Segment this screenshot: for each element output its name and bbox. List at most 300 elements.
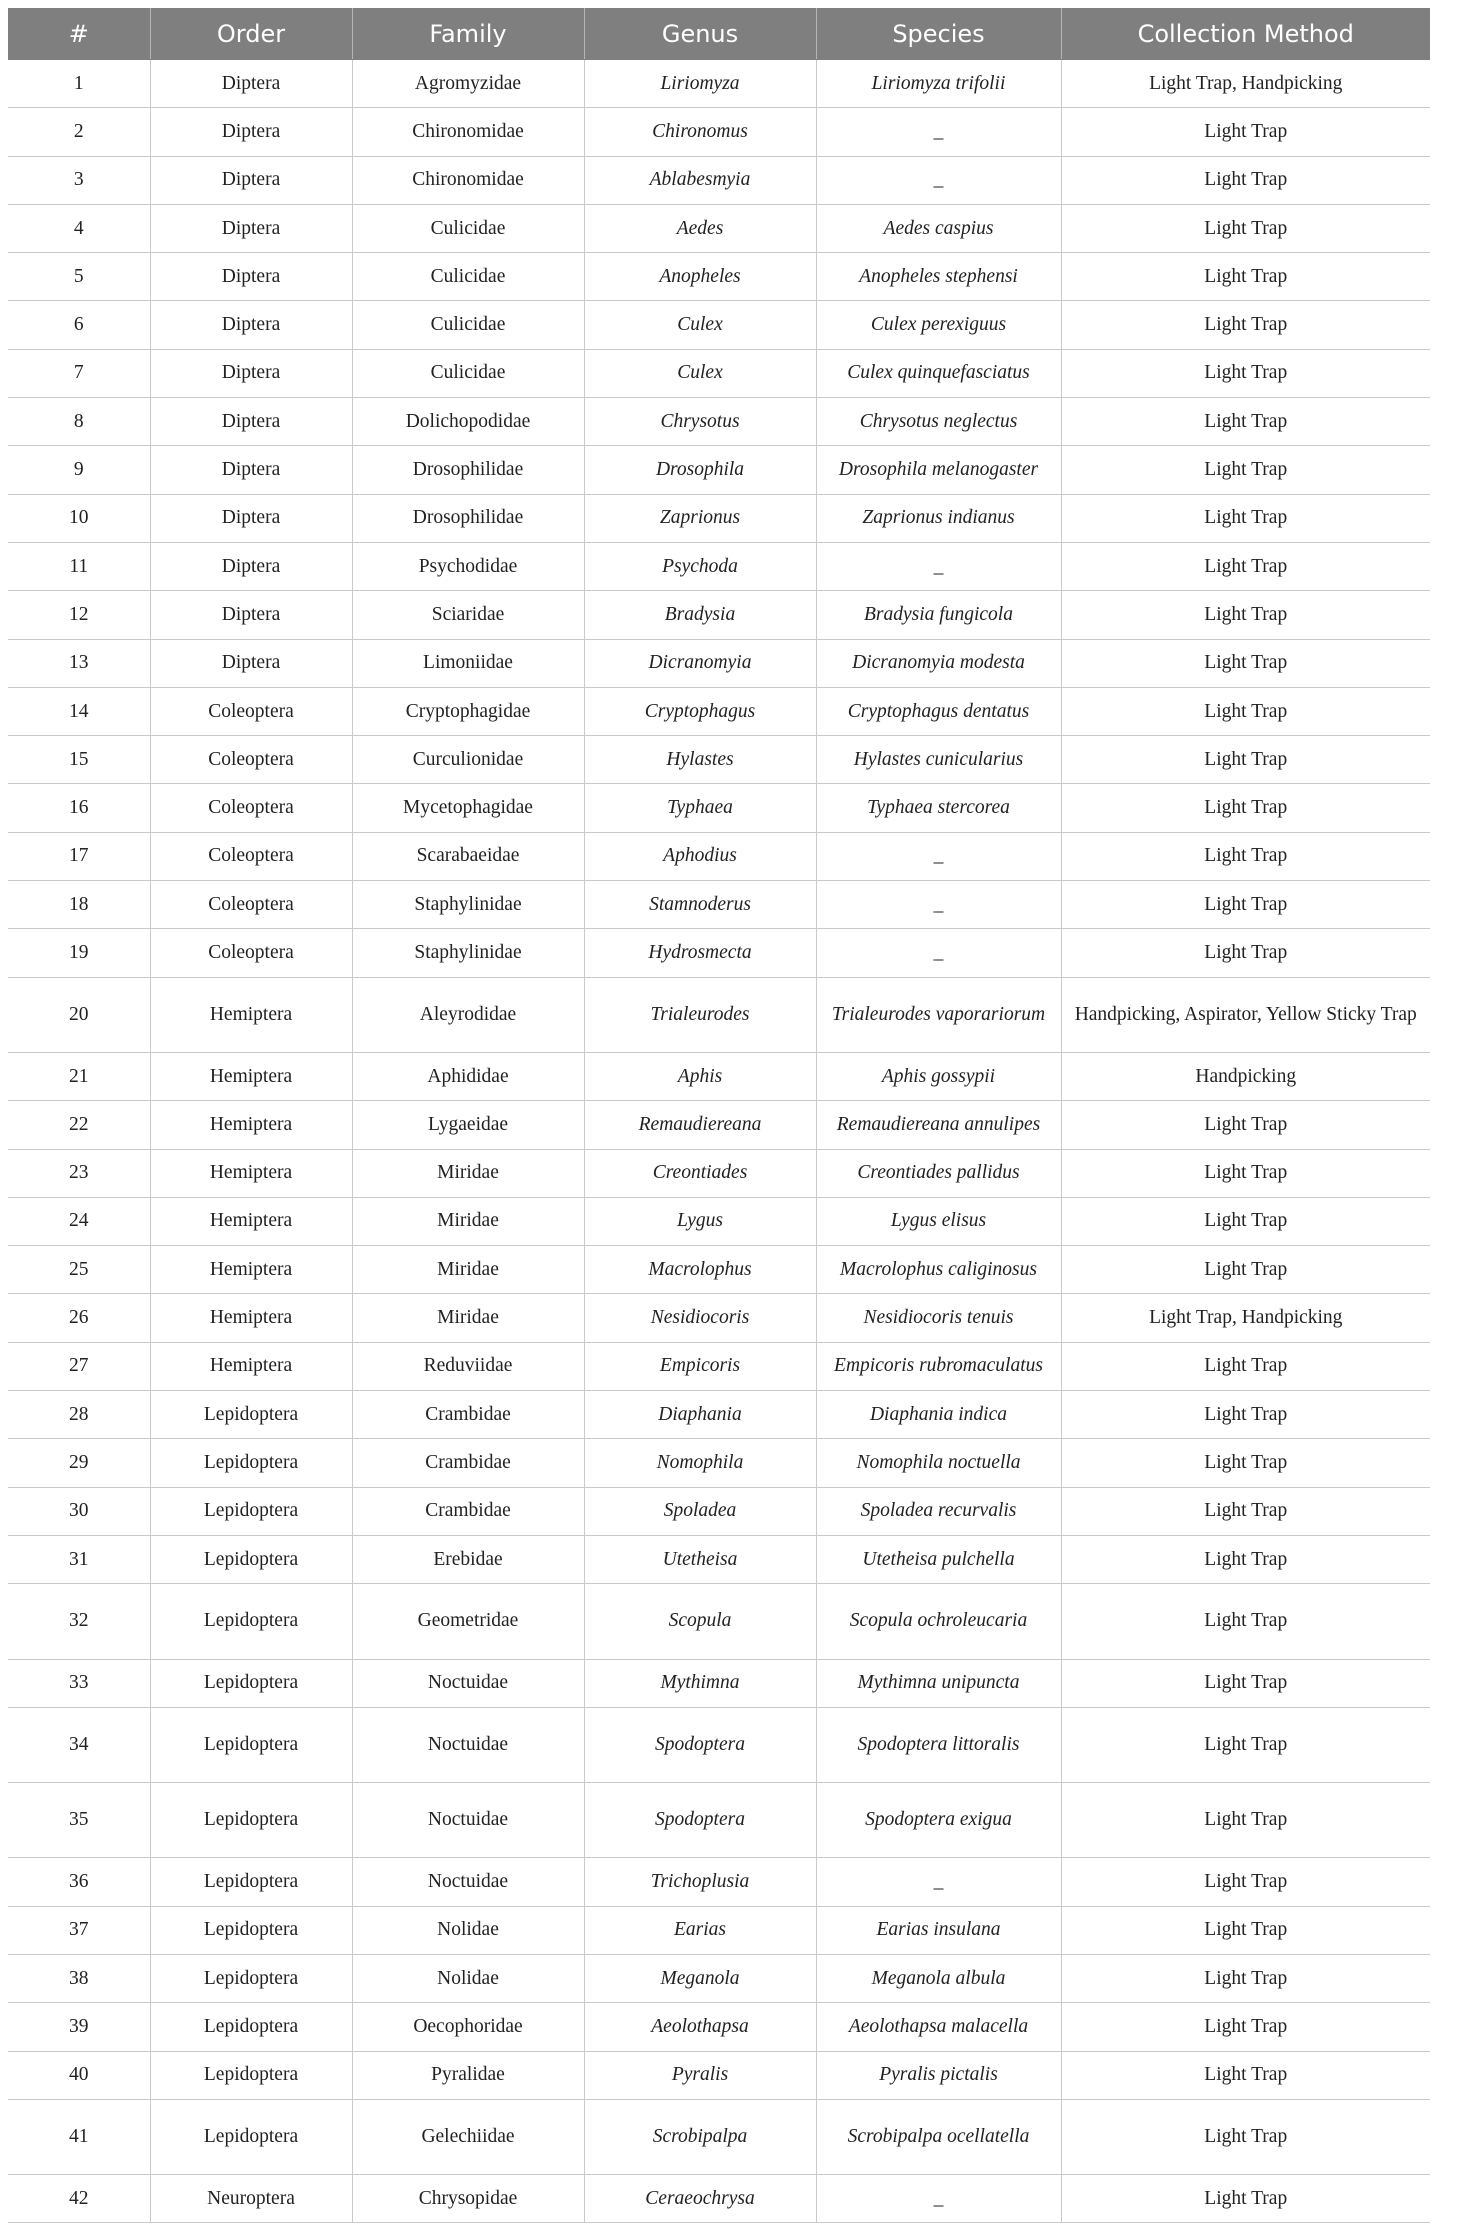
order-cell: Lepidoptera	[150, 2051, 352, 2099]
genus-cell: Hylastes	[584, 736, 816, 784]
header-collection-method: Collection Method	[1061, 8, 1430, 60]
genus-cell: Empicoris	[584, 1342, 816, 1390]
collection-method-cell: Light Trap	[1061, 2099, 1430, 2174]
collection-method-cell: Light Trap	[1061, 1659, 1430, 1707]
genus-cell: Remaudiereana	[584, 1101, 816, 1149]
order-cell: Hemiptera	[150, 1149, 352, 1197]
row-number: 36	[8, 1858, 150, 1906]
table-row	[8, 2051, 1430, 2099]
collection-method-cell: Light Trap	[1061, 446, 1430, 494]
order-cell: Coleoptera	[150, 832, 352, 880]
family-cell: Miridae	[352, 1294, 584, 1342]
collection-method-cell: Light Trap	[1061, 687, 1430, 735]
species-cell: Chrysotus neglectus	[816, 398, 1061, 446]
genus-cell: Lygus	[584, 1197, 816, 1245]
row-number: 17	[8, 832, 150, 880]
genus-cell: Nesidiocoris	[584, 1294, 816, 1342]
family-cell: Limoniidae	[352, 639, 584, 687]
order-cell: Lepidoptera	[150, 1707, 352, 1782]
order-cell: Hemiptera	[150, 1294, 352, 1342]
species-cell: Aphis gossypii	[816, 1052, 1061, 1100]
genus-cell: Liriomyza	[584, 60, 816, 108]
row-number: 21	[8, 1052, 150, 1100]
genus-cell: Trichoplusia	[584, 1858, 816, 1906]
collection-method-cell: Light Trap	[1061, 1707, 1430, 1782]
species-cell: Bradysia fungicola	[816, 591, 1061, 639]
species-cell: _	[816, 881, 1061, 929]
genus-cell: Chironomus	[584, 108, 816, 156]
genus-cell: Dicranomyia	[584, 639, 816, 687]
collection-method-cell: Light Trap	[1061, 1954, 1430, 2002]
collection-method-cell: Light Trap	[1061, 301, 1430, 349]
header-order: Order	[150, 8, 352, 60]
table-row	[8, 929, 1430, 977]
order-cell: Lepidoptera	[150, 1391, 352, 1439]
order-cell: Diptera	[150, 253, 352, 301]
order-cell: Lepidoptera	[150, 1584, 352, 1659]
genus-cell: Spodoptera	[584, 1783, 816, 1858]
collection-method-cell: Light Trap	[1061, 204, 1430, 252]
order-cell: Lepidoptera	[150, 1659, 352, 1707]
collection-method-cell: Light Trap	[1061, 1342, 1430, 1390]
family-cell: Miridae	[352, 1149, 584, 1197]
family-cell: Sciaridae	[352, 591, 584, 639]
family-cell: Chironomidae	[352, 108, 584, 156]
family-cell: Noctuidae	[352, 1858, 584, 1906]
collection-method-cell: Light Trap	[1061, 542, 1430, 590]
table-row	[8, 1906, 1430, 1954]
family-cell: Crambidae	[352, 1439, 584, 1487]
row-number: 13	[8, 639, 150, 687]
genus-cell: Spoladea	[584, 1487, 816, 1535]
family-cell: Aphididae	[352, 1052, 584, 1100]
collection-method-cell: Handpicking	[1061, 1052, 1430, 1100]
family-cell: Miridae	[352, 1246, 584, 1294]
table-row	[8, 591, 1430, 639]
family-cell: Nolidae	[352, 1954, 584, 2002]
row-number: 11	[8, 542, 150, 590]
species-cell: Nesidiocoris tenuis	[816, 1294, 1061, 1342]
order-cell: Lepidoptera	[150, 1783, 352, 1858]
collection-method-cell: Light Trap, Handpicking	[1061, 60, 1430, 108]
table-row	[8, 1101, 1430, 1149]
table-row	[8, 494, 1430, 542]
order-cell: Coleoptera	[150, 929, 352, 977]
genus-cell: Aeolothapsa	[584, 2003, 816, 2051]
genus-cell: Culex	[584, 301, 816, 349]
order-cell: Hemiptera	[150, 1246, 352, 1294]
family-cell: Staphylinidae	[352, 929, 584, 977]
family-cell: Reduviidae	[352, 1342, 584, 1390]
collection-method-cell: Light Trap	[1061, 1197, 1430, 1245]
family-cell: Nolidae	[352, 1906, 584, 1954]
family-cell: Lygaeidae	[352, 1101, 584, 1149]
table-row	[8, 1294, 1430, 1342]
species-cell: Mythimna unipuncta	[816, 1659, 1061, 1707]
collection-method-cell: Light Trap	[1061, 1101, 1430, 1149]
header-genus: Genus	[584, 8, 816, 60]
species-cell: _	[816, 156, 1061, 204]
collection-method-cell: Light Trap	[1061, 1858, 1430, 1906]
table-row	[8, 1783, 1430, 1858]
genus-cell: Chrysotus	[584, 398, 816, 446]
order-cell: Hemiptera	[150, 1342, 352, 1390]
row-number: 24	[8, 1197, 150, 1245]
genus-cell: Aphis	[584, 1052, 816, 1100]
genus-cell: Aphodius	[584, 832, 816, 880]
order-cell: Hemiptera	[150, 1197, 352, 1245]
collection-method-cell: Light Trap	[1061, 1246, 1430, 1294]
order-cell: Lepidoptera	[150, 1439, 352, 1487]
collection-method-cell: Light Trap	[1061, 639, 1430, 687]
species-cell: Macrolophus caliginosus	[816, 1246, 1061, 1294]
row-number: 35	[8, 1783, 150, 1858]
row-number: 10	[8, 494, 150, 542]
table-row	[8, 253, 1430, 301]
collection-method-cell: Light Trap	[1061, 1149, 1430, 1197]
table-row	[8, 1342, 1430, 1390]
genus-cell: Diaphania	[584, 1391, 816, 1439]
table-row	[8, 301, 1430, 349]
family-cell: Curculionidae	[352, 736, 584, 784]
genus-cell: Stamnoderus	[584, 881, 816, 929]
species-cell: Culex perexiguus	[816, 301, 1061, 349]
family-cell: Psychodidae	[352, 542, 584, 590]
genus-cell: Ablabesmyia	[584, 156, 816, 204]
genus-cell: Drosophila	[584, 446, 816, 494]
species-cell: Pyralis pictalis	[816, 2051, 1061, 2099]
species-cell: _	[816, 542, 1061, 590]
collection-method-cell: Handpicking, Aspirator, Yellow Sticky Trap	[1061, 977, 1430, 1052]
species-cell: Dicranomyia modesta	[816, 639, 1061, 687]
row-number: 23	[8, 1149, 150, 1197]
family-cell: Crambidae	[352, 1487, 584, 1535]
order-cell: Diptera	[150, 301, 352, 349]
genus-cell: Ceraeochrysa	[584, 2175, 816, 2223]
table-row	[8, 1246, 1430, 1294]
row-number: 8	[8, 398, 150, 446]
table-row	[8, 1391, 1430, 1439]
collection-method-cell: Light Trap	[1061, 494, 1430, 542]
order-cell: Coleoptera	[150, 881, 352, 929]
collection-method-cell: Light Trap	[1061, 929, 1430, 977]
collection-method-cell: Light Trap	[1061, 1391, 1430, 1439]
species-cell: Culex quinquefasciatus	[816, 349, 1061, 397]
row-number: 19	[8, 929, 150, 977]
collection-method-cell: Light Trap	[1061, 2051, 1430, 2099]
table-row	[8, 1584, 1430, 1659]
genus-cell: Spodoptera	[584, 1707, 816, 1782]
species-cell: _	[816, 2175, 1061, 2223]
collection-method-cell: Light Trap	[1061, 881, 1430, 929]
row-number: 30	[8, 1487, 150, 1535]
row-number: 25	[8, 1246, 150, 1294]
order-cell: Hemiptera	[150, 1101, 352, 1149]
family-cell: Chironomidae	[352, 156, 584, 204]
genus-cell: Mythimna	[584, 1659, 816, 1707]
species-cell: Utetheisa pulchella	[816, 1535, 1061, 1583]
row-number: 9	[8, 446, 150, 494]
family-cell: Erebidae	[352, 1535, 584, 1583]
order-cell: Diptera	[150, 204, 352, 252]
table-row	[8, 1052, 1430, 1100]
family-cell: Culicidae	[352, 204, 584, 252]
species-cell: _	[816, 108, 1061, 156]
row-number: 6	[8, 301, 150, 349]
header-family: Family	[352, 8, 584, 60]
species-cell: Anopheles stephensi	[816, 253, 1061, 301]
header-species: Species	[816, 8, 1061, 60]
order-cell: Lepidoptera	[150, 1906, 352, 1954]
family-cell: Noctuidae	[352, 1659, 584, 1707]
family-cell: Geometridae	[352, 1584, 584, 1659]
table-row	[8, 446, 1430, 494]
collection-method-cell: Light Trap	[1061, 784, 1430, 832]
species-cell: Cryptophagus dentatus	[816, 687, 1061, 735]
row-number: 42	[8, 2175, 150, 2223]
table-row	[8, 977, 1430, 1052]
row-number: 38	[8, 1954, 150, 2002]
family-cell: Culicidae	[352, 349, 584, 397]
species-cell: Aedes caspius	[816, 204, 1061, 252]
genus-cell: Typhaea	[584, 784, 816, 832]
order-cell: Diptera	[150, 398, 352, 446]
genus-cell: Aedes	[584, 204, 816, 252]
row-number: 1	[8, 60, 150, 108]
species-cell: Trialeurodes vaporariorum	[816, 977, 1061, 1052]
row-number: 37	[8, 1906, 150, 1954]
genus-cell: Trialeurodes	[584, 977, 816, 1052]
genus-cell: Macrolophus	[584, 1246, 816, 1294]
genus-cell: Creontiades	[584, 1149, 816, 1197]
genus-cell: Utetheisa	[584, 1535, 816, 1583]
order-cell: Diptera	[150, 591, 352, 639]
family-cell: Scarabaeidae	[352, 832, 584, 880]
species-cell: Spodoptera littoralis	[816, 1707, 1061, 1782]
row-number: 31	[8, 1535, 150, 1583]
order-cell: Hemiptera	[150, 1052, 352, 1100]
order-cell: Lepidoptera	[150, 2003, 352, 2051]
species-cell: Hylastes cunicularius	[816, 736, 1061, 784]
family-cell: Noctuidae	[352, 1707, 584, 1782]
table-row	[8, 349, 1430, 397]
table-row	[8, 1659, 1430, 1707]
family-cell: Drosophilidae	[352, 494, 584, 542]
table-row	[8, 832, 1430, 880]
genus-cell: Pyralis	[584, 2051, 816, 2099]
row-number: 40	[8, 2051, 150, 2099]
collection-method-cell: Light Trap	[1061, 1906, 1430, 1954]
order-cell: Diptera	[150, 156, 352, 204]
order-cell: Diptera	[150, 446, 352, 494]
family-cell: Cryptophagidae	[352, 687, 584, 735]
table-row	[8, 1535, 1430, 1583]
row-number: 27	[8, 1342, 150, 1390]
table-row	[8, 784, 1430, 832]
collection-method-cell: Light Trap	[1061, 108, 1430, 156]
table-row	[8, 204, 1430, 252]
species-cell: Spodoptera exigua	[816, 1783, 1061, 1858]
order-cell: Lepidoptera	[150, 2099, 352, 2174]
genus-cell: Earias	[584, 1906, 816, 1954]
table-row	[8, 2175, 1430, 2223]
table-row	[8, 1707, 1430, 1782]
collection-method-cell: Light Trap	[1061, 2003, 1430, 2051]
order-cell: Diptera	[150, 60, 352, 108]
species-table	[8, 8, 1430, 2223]
table-row	[8, 881, 1430, 929]
family-cell: Chrysopidae	[352, 2175, 584, 2223]
species-cell: _	[816, 929, 1061, 977]
table-row	[8, 639, 1430, 687]
collection-method-cell: Light Trap	[1061, 349, 1430, 397]
table-row	[8, 687, 1430, 735]
family-cell: Gelechiidae	[352, 2099, 584, 2174]
genus-cell: Zaprionus	[584, 494, 816, 542]
species-cell: Creontiades pallidus	[816, 1149, 1061, 1197]
order-cell: Coleoptera	[150, 687, 352, 735]
species-cell: Spoladea recurvalis	[816, 1487, 1061, 1535]
species-cell: Zaprionus indianus	[816, 494, 1061, 542]
species-cell: _	[816, 1858, 1061, 1906]
collection-method-cell: Light Trap	[1061, 832, 1430, 880]
row-number: 18	[8, 881, 150, 929]
genus-cell: Meganola	[584, 1954, 816, 2002]
family-cell: Agromyzidae	[352, 60, 584, 108]
row-number: 20	[8, 977, 150, 1052]
species-cell: Scopula ochroleucaria	[816, 1584, 1061, 1659]
order-cell: Coleoptera	[150, 736, 352, 784]
table-row	[8, 156, 1430, 204]
species-cell: Earias insulana	[816, 1906, 1061, 1954]
species-cell: Liriomyza trifolii	[816, 60, 1061, 108]
table-row	[8, 1149, 1430, 1197]
species-cell: Meganola albula	[816, 1954, 1061, 2002]
collection-method-cell: Light Trap	[1061, 156, 1430, 204]
collection-method-cell: Light Trap	[1061, 1439, 1430, 1487]
family-cell: Crambidae	[352, 1391, 584, 1439]
header-row	[8, 8, 1430, 60]
collection-method-cell: Light Trap	[1061, 1535, 1430, 1583]
row-number: 5	[8, 253, 150, 301]
row-number: 22	[8, 1101, 150, 1149]
order-cell: Diptera	[150, 349, 352, 397]
family-cell: Staphylinidae	[352, 881, 584, 929]
genus-cell: Anopheles	[584, 253, 816, 301]
genus-cell: Scopula	[584, 1584, 816, 1659]
table-row	[8, 60, 1430, 108]
table-row	[8, 2099, 1430, 2174]
order-cell: Diptera	[150, 494, 352, 542]
species-cell: Empicoris rubromaculatus	[816, 1342, 1061, 1390]
collection-method-cell: Light Trap	[1061, 253, 1430, 301]
family-cell: Culicidae	[352, 253, 584, 301]
row-number: 2	[8, 108, 150, 156]
row-number: 26	[8, 1294, 150, 1342]
order-cell: Diptera	[150, 108, 352, 156]
row-number: 28	[8, 1391, 150, 1439]
table-row	[8, 398, 1430, 446]
family-cell: Culicidae	[352, 301, 584, 349]
order-cell: Lepidoptera	[150, 1487, 352, 1535]
species-cell: _	[816, 832, 1061, 880]
order-cell: Lepidoptera	[150, 1954, 352, 2002]
order-cell: Diptera	[150, 639, 352, 687]
row-number: 12	[8, 591, 150, 639]
row-number: 32	[8, 1584, 150, 1659]
genus-cell: Cryptophagus	[584, 687, 816, 735]
table-row	[8, 1197, 1430, 1245]
row-number: 4	[8, 204, 150, 252]
family-cell: Dolichopodidae	[352, 398, 584, 446]
family-cell: Noctuidae	[352, 1783, 584, 1858]
family-cell: Drosophilidae	[352, 446, 584, 494]
species-cell: Nomophila noctuella	[816, 1439, 1061, 1487]
row-number: 3	[8, 156, 150, 204]
row-number: 16	[8, 784, 150, 832]
order-cell: Diptera	[150, 542, 352, 590]
row-number: 41	[8, 2099, 150, 2174]
table-row	[8, 1954, 1430, 2002]
genus-cell: Scrobipalpa	[584, 2099, 816, 2174]
species-cell: Scrobipalpa ocellatella	[816, 2099, 1061, 2174]
species-cell: Aeolothapsa malacella	[816, 2003, 1061, 2051]
species-cell: Typhaea stercorea	[816, 784, 1061, 832]
genus-cell: Hydrosmecta	[584, 929, 816, 977]
row-number: 33	[8, 1659, 150, 1707]
order-cell: Coleoptera	[150, 784, 352, 832]
genus-cell: Culex	[584, 349, 816, 397]
row-number: 15	[8, 736, 150, 784]
row-number: 39	[8, 2003, 150, 2051]
table-row	[8, 1487, 1430, 1535]
table-row	[8, 1439, 1430, 1487]
species-cell: Lygus elisus	[816, 1197, 1061, 1245]
family-cell: Aleyrodidae	[352, 977, 584, 1052]
table-row	[8, 1858, 1430, 1906]
family-cell: Pyralidae	[352, 2051, 584, 2099]
collection-method-cell: Light Trap	[1061, 591, 1430, 639]
row-number: 14	[8, 687, 150, 735]
species-cell: Diaphania indica	[816, 1391, 1061, 1439]
family-cell: Mycetophagidae	[352, 784, 584, 832]
family-cell: Oecophoridae	[352, 2003, 584, 2051]
genus-cell: Psychoda	[584, 542, 816, 590]
table-row	[8, 736, 1430, 784]
table-row	[8, 2003, 1430, 2051]
table-row	[8, 542, 1430, 590]
family-cell: Miridae	[352, 1197, 584, 1245]
row-number: 34	[8, 1707, 150, 1782]
row-number: 29	[8, 1439, 150, 1487]
order-cell: Hemiptera	[150, 977, 352, 1052]
order-cell: Lepidoptera	[150, 1535, 352, 1583]
collection-method-cell: Light Trap	[1061, 398, 1430, 446]
table-row	[8, 108, 1430, 156]
order-cell: Neuroptera	[150, 2175, 352, 2223]
order-cell: Lepidoptera	[150, 1858, 352, 1906]
species-cell: Remaudiereana annulipes	[816, 1101, 1061, 1149]
row-number: 7	[8, 349, 150, 397]
collection-method-cell: Light Trap	[1061, 736, 1430, 784]
collection-method-cell: Light Trap	[1061, 1584, 1430, 1659]
species-cell: Drosophila melanogaster	[816, 446, 1061, 494]
table-body	[8, 60, 1430, 2223]
header-number: #	[8, 8, 150, 60]
collection-method-cell: Light Trap, Handpicking	[1061, 1294, 1430, 1342]
genus-cell: Nomophila	[584, 1439, 816, 1487]
collection-method-cell: Light Trap	[1061, 1487, 1430, 1535]
